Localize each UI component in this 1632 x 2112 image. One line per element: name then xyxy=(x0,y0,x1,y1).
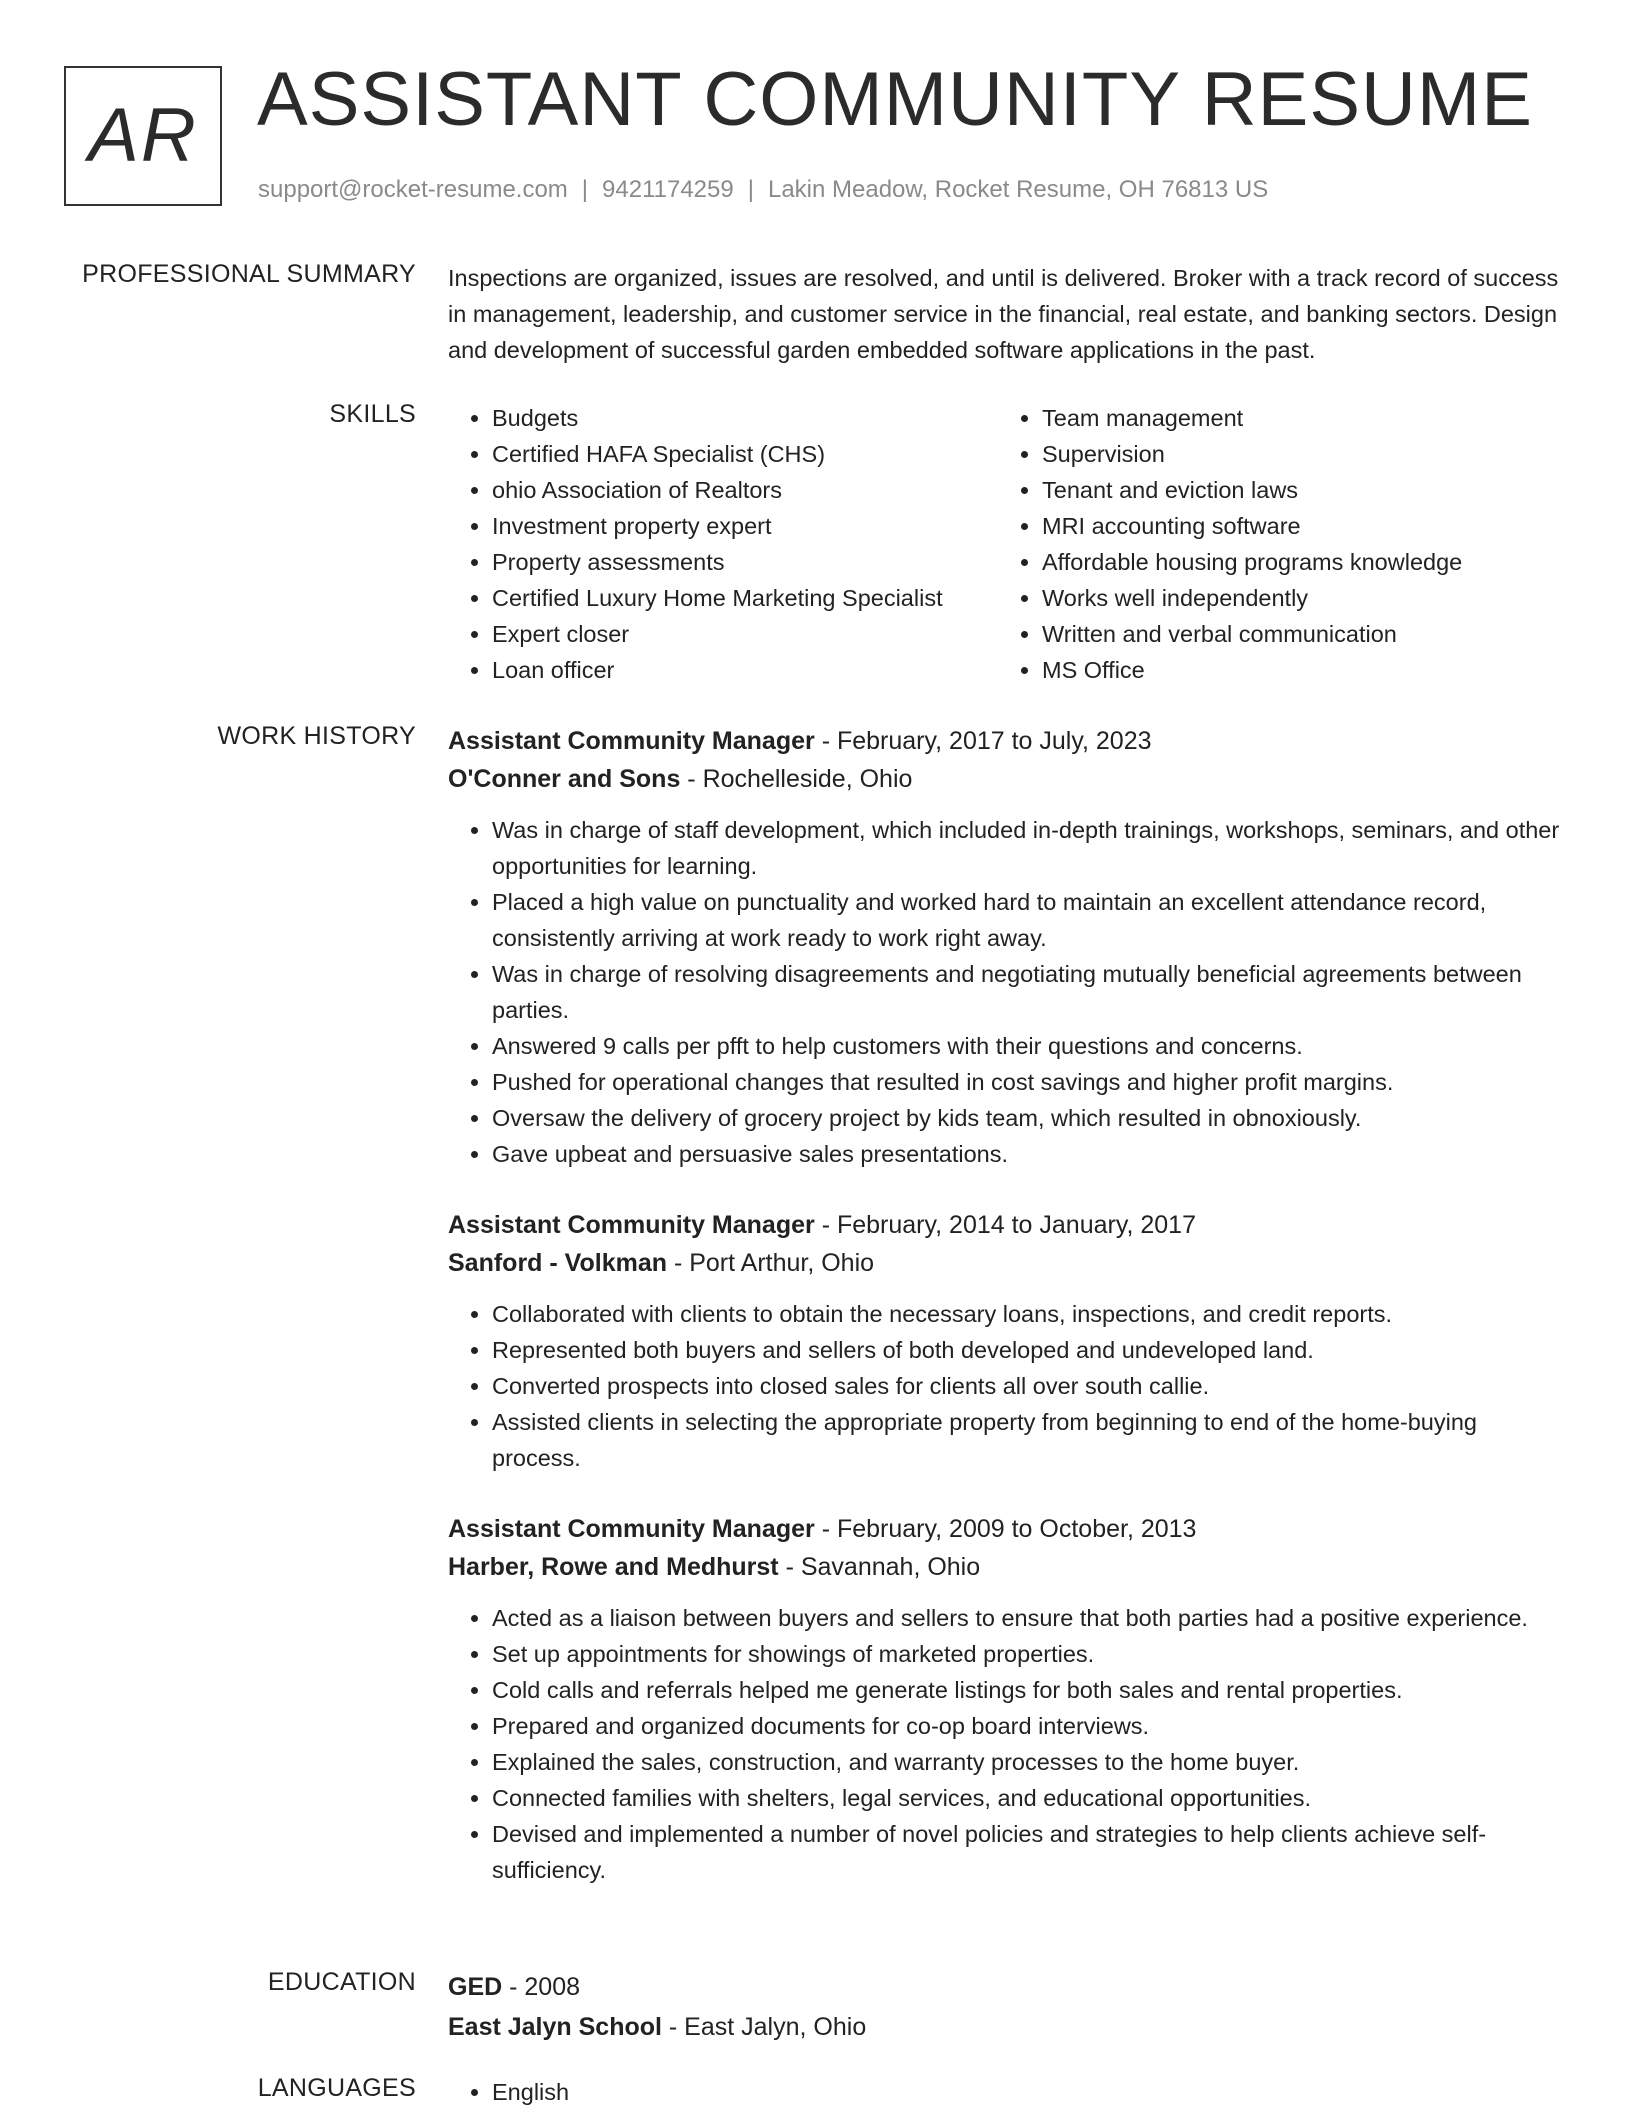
job-location: - Savannah, Ohio xyxy=(778,1553,981,1581)
job-bullet: • Oversaw the delivery of grocery project by kids team, which resulted in obnoxiously. xyxy=(492,1100,1568,1136)
job-bullet: • Answered 9 calls per pfft to help customers with their questions and concerns. xyxy=(492,1028,1568,1064)
job-company-line xyxy=(448,760,1568,798)
skill-item: • MRI accounting software xyxy=(1042,508,1548,544)
job-title: Assistant Community Manager xyxy=(448,727,815,755)
job-bullet: • Set up appointments for showings of marketed properties. xyxy=(492,1636,1568,1672)
skill-item: • Supervision xyxy=(1042,436,1548,472)
job-bullet: • Placed a high value on punctuality and worked hard to maintain an excellent attendance record, consistently arriving at work ready to work right away. xyxy=(492,884,1568,956)
job-company: Sanford - Volkman xyxy=(448,1249,668,1277)
job-company-line xyxy=(448,1244,1568,1282)
job-entry xyxy=(448,1206,1568,1476)
contact-address: Lakin Meadow, Rocket Resume, OH 76813 US xyxy=(767,176,1269,203)
contact-separator: | xyxy=(747,176,754,203)
skill-item: • Investment property expert xyxy=(492,508,998,544)
summary-body xyxy=(448,260,1568,368)
education-degree-line xyxy=(448,1968,1568,2006)
contact-phone[interactable]: 9421174259 xyxy=(602,176,734,203)
education-degree: GED xyxy=(448,1973,503,2001)
job-bullet: • Explained the sales, construction, and warranty processes to the home buyer. xyxy=(492,1744,1568,1780)
job-title-line xyxy=(448,1206,1568,1244)
job-bullet: • Converted prospects into closed sales for clients all over south callie. xyxy=(492,1368,1568,1404)
job-bullet: • Gave upbeat and persuasive sales presentations. xyxy=(492,1136,1568,1172)
contact-separator: | xyxy=(581,176,589,203)
skill-item: • Property assessments xyxy=(492,544,998,580)
job-title: Assistant Community Manager xyxy=(448,1515,815,1543)
section-label-languages: LANGUAGES xyxy=(257,2074,416,2102)
job-dates: - February, 2009 to October, 2013 xyxy=(814,1515,1197,1543)
job-title: Assistant Community Manager xyxy=(448,1211,815,1239)
resume-title: ASSISTANT COMMUNITY RESUME xyxy=(257,57,1533,142)
monogram-initials: AR xyxy=(88,93,198,178)
education-body xyxy=(448,1968,1568,2046)
job-company: Harber, Rowe and Medhurst xyxy=(448,1553,779,1581)
skill-item: • Works well independently xyxy=(1042,580,1548,616)
job-bullets xyxy=(448,1296,1568,1476)
skill-item: • Certified Luxury Home Marketing Specialist xyxy=(492,580,998,616)
education-location: - East Jalyn, Ohio xyxy=(661,2013,867,2041)
skill-item: • Team management xyxy=(1042,400,1548,436)
job-bullet: • Connected families with shelters, legal services, and educational opportunities. xyxy=(492,1780,1568,1816)
job-entry xyxy=(448,722,1568,1172)
job-entry xyxy=(448,1510,1568,1888)
job-bullet: • Was in charge of staff development, which included in-depth trainings, workshops, seminars, and other opportunities for learning. xyxy=(492,812,1568,884)
section-label-education: EDUCATION xyxy=(267,1968,416,1996)
job-company: O'Conner and Sons xyxy=(448,765,681,793)
education-year: - 2008 xyxy=(502,1973,581,2001)
contact-line xyxy=(258,176,1268,204)
skill-item: • Certified HAFA Specialist (CHS) xyxy=(492,436,998,472)
job-bullet: • Prepared and organized documents for co-op board interviews. xyxy=(492,1708,1568,1744)
languages-list xyxy=(448,2074,1568,2110)
job-title-line xyxy=(448,1510,1568,1548)
summary-text: Inspections are organized, issues are resolved, and until is delivered. Broker with a track record of success in management, leadership, and customer service in the financial, real estate, and banking sectors. Design and development of successful garden embedded software applications in the past. xyxy=(448,265,1559,363)
education-school-line xyxy=(448,2008,1568,2046)
skill-item: • Tenant and eviction laws xyxy=(1042,472,1548,508)
job-bullets xyxy=(448,1600,1568,1888)
job-bullet: • Collaborated with clients to obtain the necessary loans, inspections, and credit reports. xyxy=(492,1296,1568,1332)
skills-columns xyxy=(448,400,1568,688)
skill-item: • Expert closer xyxy=(492,616,998,652)
languages-body xyxy=(448,2074,1568,2110)
job-dates: - February, 2017 to July, 2023 xyxy=(814,727,1152,755)
job-location: - Port Arthur, Ohio xyxy=(667,1249,875,1277)
job-title-line xyxy=(448,722,1568,760)
job-bullet: • Cold calls and referrals helped me generate listings for both sales and rental properties. xyxy=(492,1672,1568,1708)
skill-item: • Written and verbal communication xyxy=(1042,616,1548,652)
skill-item: • ohio Association of Realtors xyxy=(492,472,998,508)
skills-body xyxy=(448,400,1568,688)
skill-item: • Budgets xyxy=(492,400,998,436)
monogram-box xyxy=(64,66,222,206)
job-dates: - February, 2014 to January, 2017 xyxy=(814,1211,1196,1239)
skill-item: • Affordable housing programs knowledge xyxy=(1042,544,1548,580)
section-label-skills: SKILLS xyxy=(329,400,416,428)
skills-list-right xyxy=(998,400,1548,688)
education-school: East Jalyn School xyxy=(448,2013,662,2041)
job-bullet: • Devised and implemented a number of novel policies and strategies to help clients achieve self-sufficiency. xyxy=(492,1816,1568,1888)
skill-item: • MS Office xyxy=(1042,652,1548,688)
job-location: - Rochelleside, Ohio xyxy=(680,765,913,793)
contact-email[interactable]: support@rocket-resume.com xyxy=(258,176,568,203)
job-bullets xyxy=(448,812,1568,1172)
section-label-work-history: WORK HISTORY xyxy=(217,722,416,750)
job-bullet: • Represented both buyers and sellers of both developed and undeveloped land. xyxy=(492,1332,1568,1368)
skills-list-left xyxy=(448,400,998,688)
job-bullet: • Was in charge of resolving disagreements and negotiating mutually beneficial agreements between parties. xyxy=(492,956,1568,1028)
job-bullet: • Assisted clients in selecting the appropriate property from beginning to end of the home-buying process. xyxy=(492,1404,1568,1476)
job-bullet: • Acted as a liaison between buyers and sellers to ensure that both parties had a positive experience. xyxy=(492,1600,1568,1636)
skill-item: • Loan officer xyxy=(492,652,998,688)
job-company-line xyxy=(448,1548,1568,1586)
section-label-summary: PROFESSIONAL SUMMARY xyxy=(82,260,416,288)
language-item: • English xyxy=(492,2074,1568,2110)
job-bullet: • Pushed for operational changes that resulted in cost savings and higher profit margins. xyxy=(492,1064,1568,1100)
work-history-body xyxy=(448,722,1568,1888)
